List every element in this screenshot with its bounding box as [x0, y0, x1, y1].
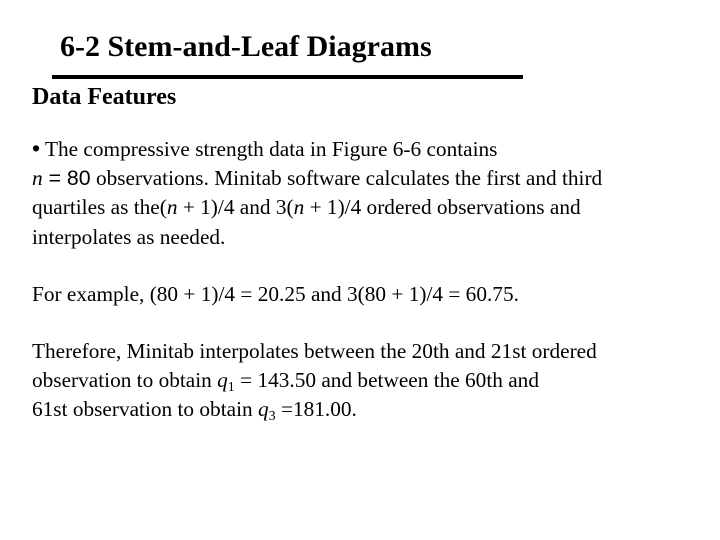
- text-segment: + 1)/4 and 3(: [177, 195, 294, 220]
- text-segment: = 80: [42, 166, 91, 191]
- paragraph-line: [32, 164, 702, 193]
- variable-n: n: [32, 166, 43, 191]
- text-segment: + 1)/4 ordered observations and: [304, 195, 581, 220]
- paragraph-data-description: [32, 134, 702, 252]
- paragraph-example: [32, 280, 702, 309]
- page-title: 6-2 Stem-and-Leaf Diagrams: [60, 30, 432, 63]
- paragraph-line: [32, 193, 702, 222]
- variable-q: q: [257, 397, 269, 422]
- variable-n: n: [166, 195, 178, 220]
- text-segment: observations. Minitab software calculates the first and third: [90, 166, 603, 191]
- paragraph-line: [32, 366, 702, 395]
- text-segment: The compressive strength data in Figure 6-6 contains: [40, 137, 498, 161]
- paragraph-line: For example, (80 + 1)/4 = 20.25 and 3(80 + 1)/4 = 60.75.: [32, 282, 519, 306]
- text-segment: quartiles as the(: [32, 195, 167, 220]
- paragraph-line: Therefore, Minitab interpolates between the 20th and 21st ordered: [32, 339, 597, 363]
- paragraph-line: [32, 395, 702, 424]
- variable-q: q: [217, 368, 228, 393]
- text-segment: = 143.50 and between the 60th and: [234, 368, 539, 393]
- text-segment: 61st observation to obtain: [32, 397, 258, 422]
- subscript: 1: [227, 380, 235, 396]
- section-heading: Data Features: [32, 84, 177, 110]
- title-underline: [52, 75, 523, 79]
- text-segment: observation to obtain: [32, 368, 218, 393]
- paragraph-conclusion: [32, 337, 702, 425]
- paragraph-line: [32, 134, 702, 164]
- variable-n: n: [293, 195, 305, 220]
- bullet-icon: •: [32, 135, 41, 161]
- subscript: 3: [268, 409, 276, 425]
- paragraph-line: interpolates as needed.: [32, 224, 226, 249]
- text-segment: =181.00.: [275, 397, 357, 422]
